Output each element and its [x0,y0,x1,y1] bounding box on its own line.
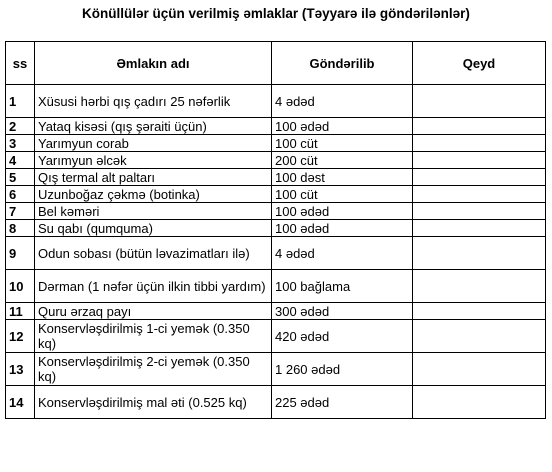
item-sent: 4 ədəd [272,237,413,270]
item-sent: 100 ədəd [272,203,413,220]
row-number: 1 [6,85,35,118]
table-row [6,85,546,118]
row-number: 14 [6,386,35,419]
table-row [6,169,546,186]
item-note [413,186,546,203]
item-name: Quru ərzaq payı [35,303,272,320]
item-name: Konservləşdirilmiş 2-ci yemək (0.350 kq) [35,353,272,386]
item-note [413,320,546,353]
row-number: 2 [6,118,35,135]
row-number: 7 [6,203,35,220]
row-number: 13 [6,353,35,386]
item-name: Yataq kisəsi (qış şəraiti üçün) [35,118,272,135]
table-row [6,135,546,152]
item-name: Konservləşdirilmiş 1-ci yemək (0.350 kq) [35,320,272,353]
item-sent: 100 dəst [272,169,413,186]
table-row [6,186,546,203]
item-name: Yarımyun əlcək [35,152,272,169]
item-name: Bel kəməri [35,203,272,220]
item-name: Odun sobası (bütün ləvazimatları ilə) [35,237,272,270]
item-sent: 100 ədəd [272,118,413,135]
row-number: 8 [6,220,35,237]
row-number: 6 [6,186,35,203]
item-note [413,220,546,237]
table-header-row [6,42,546,85]
row-number: 12 [6,320,35,353]
item-name: Dərman (1 nəfər üçün ilkin tibbi yardım) [35,270,272,303]
item-name: Su qabı (qumquma) [35,220,272,237]
item-note [413,203,546,220]
table-row [6,152,546,169]
item-sent: 300 ədəd [272,303,413,320]
header-item-name: Əmlakın adı [35,42,272,85]
table-row [6,303,546,320]
item-note [413,85,546,118]
item-note [413,118,546,135]
item-name: Uzunboğaz çəkmə (botinka) [35,186,272,203]
row-number: 4 [6,152,35,169]
items-table [5,41,546,419]
item-note [413,386,546,419]
item-name: Yarımyun corab [35,135,272,152]
item-sent: 200 cüt [272,152,413,169]
item-sent: 420 ədəd [272,320,413,353]
table-row [6,270,546,303]
item-sent: 4 ədəd [272,85,413,118]
item-name: Xüsusi hərbi qış çadırı 25 nəfərlik [35,85,272,118]
item-note [413,169,546,186]
row-number: 3 [6,135,35,152]
item-name: Konservləşdirilmiş mal əti (0.525 kq) [35,386,272,419]
item-note [413,303,546,320]
item-sent: 100 ədəd [272,220,413,237]
row-number: 10 [6,270,35,303]
row-number: 11 [6,303,35,320]
item-sent: 100 cüt [272,135,413,152]
row-number: 5 [6,169,35,186]
item-note [413,237,546,270]
row-number: 9 [6,237,35,270]
table-row [6,203,546,220]
page-title: Könüllülər üçün verilmiş əmlaklar (Təyyarə ilə göndərilənlər) [82,6,470,21]
item-note [413,152,546,169]
header-note: Qeyd [413,42,546,85]
header-ss: ss [6,42,35,85]
table-row [6,220,546,237]
table-row [6,118,546,135]
item-sent: 100 bağlama [272,270,413,303]
table-row [6,386,546,419]
item-note [413,270,546,303]
table-row [6,237,546,270]
item-sent: 1 260 ədəd [272,353,413,386]
table-row [6,320,546,353]
item-name: Qış termal alt paltarı [35,169,272,186]
header-sent: Göndərilib [272,42,413,85]
item-sent: 100 cüt [272,186,413,203]
item-sent: 225 ədəd [272,386,413,419]
item-note [413,135,546,152]
table-row [6,353,546,386]
item-note [413,353,546,386]
